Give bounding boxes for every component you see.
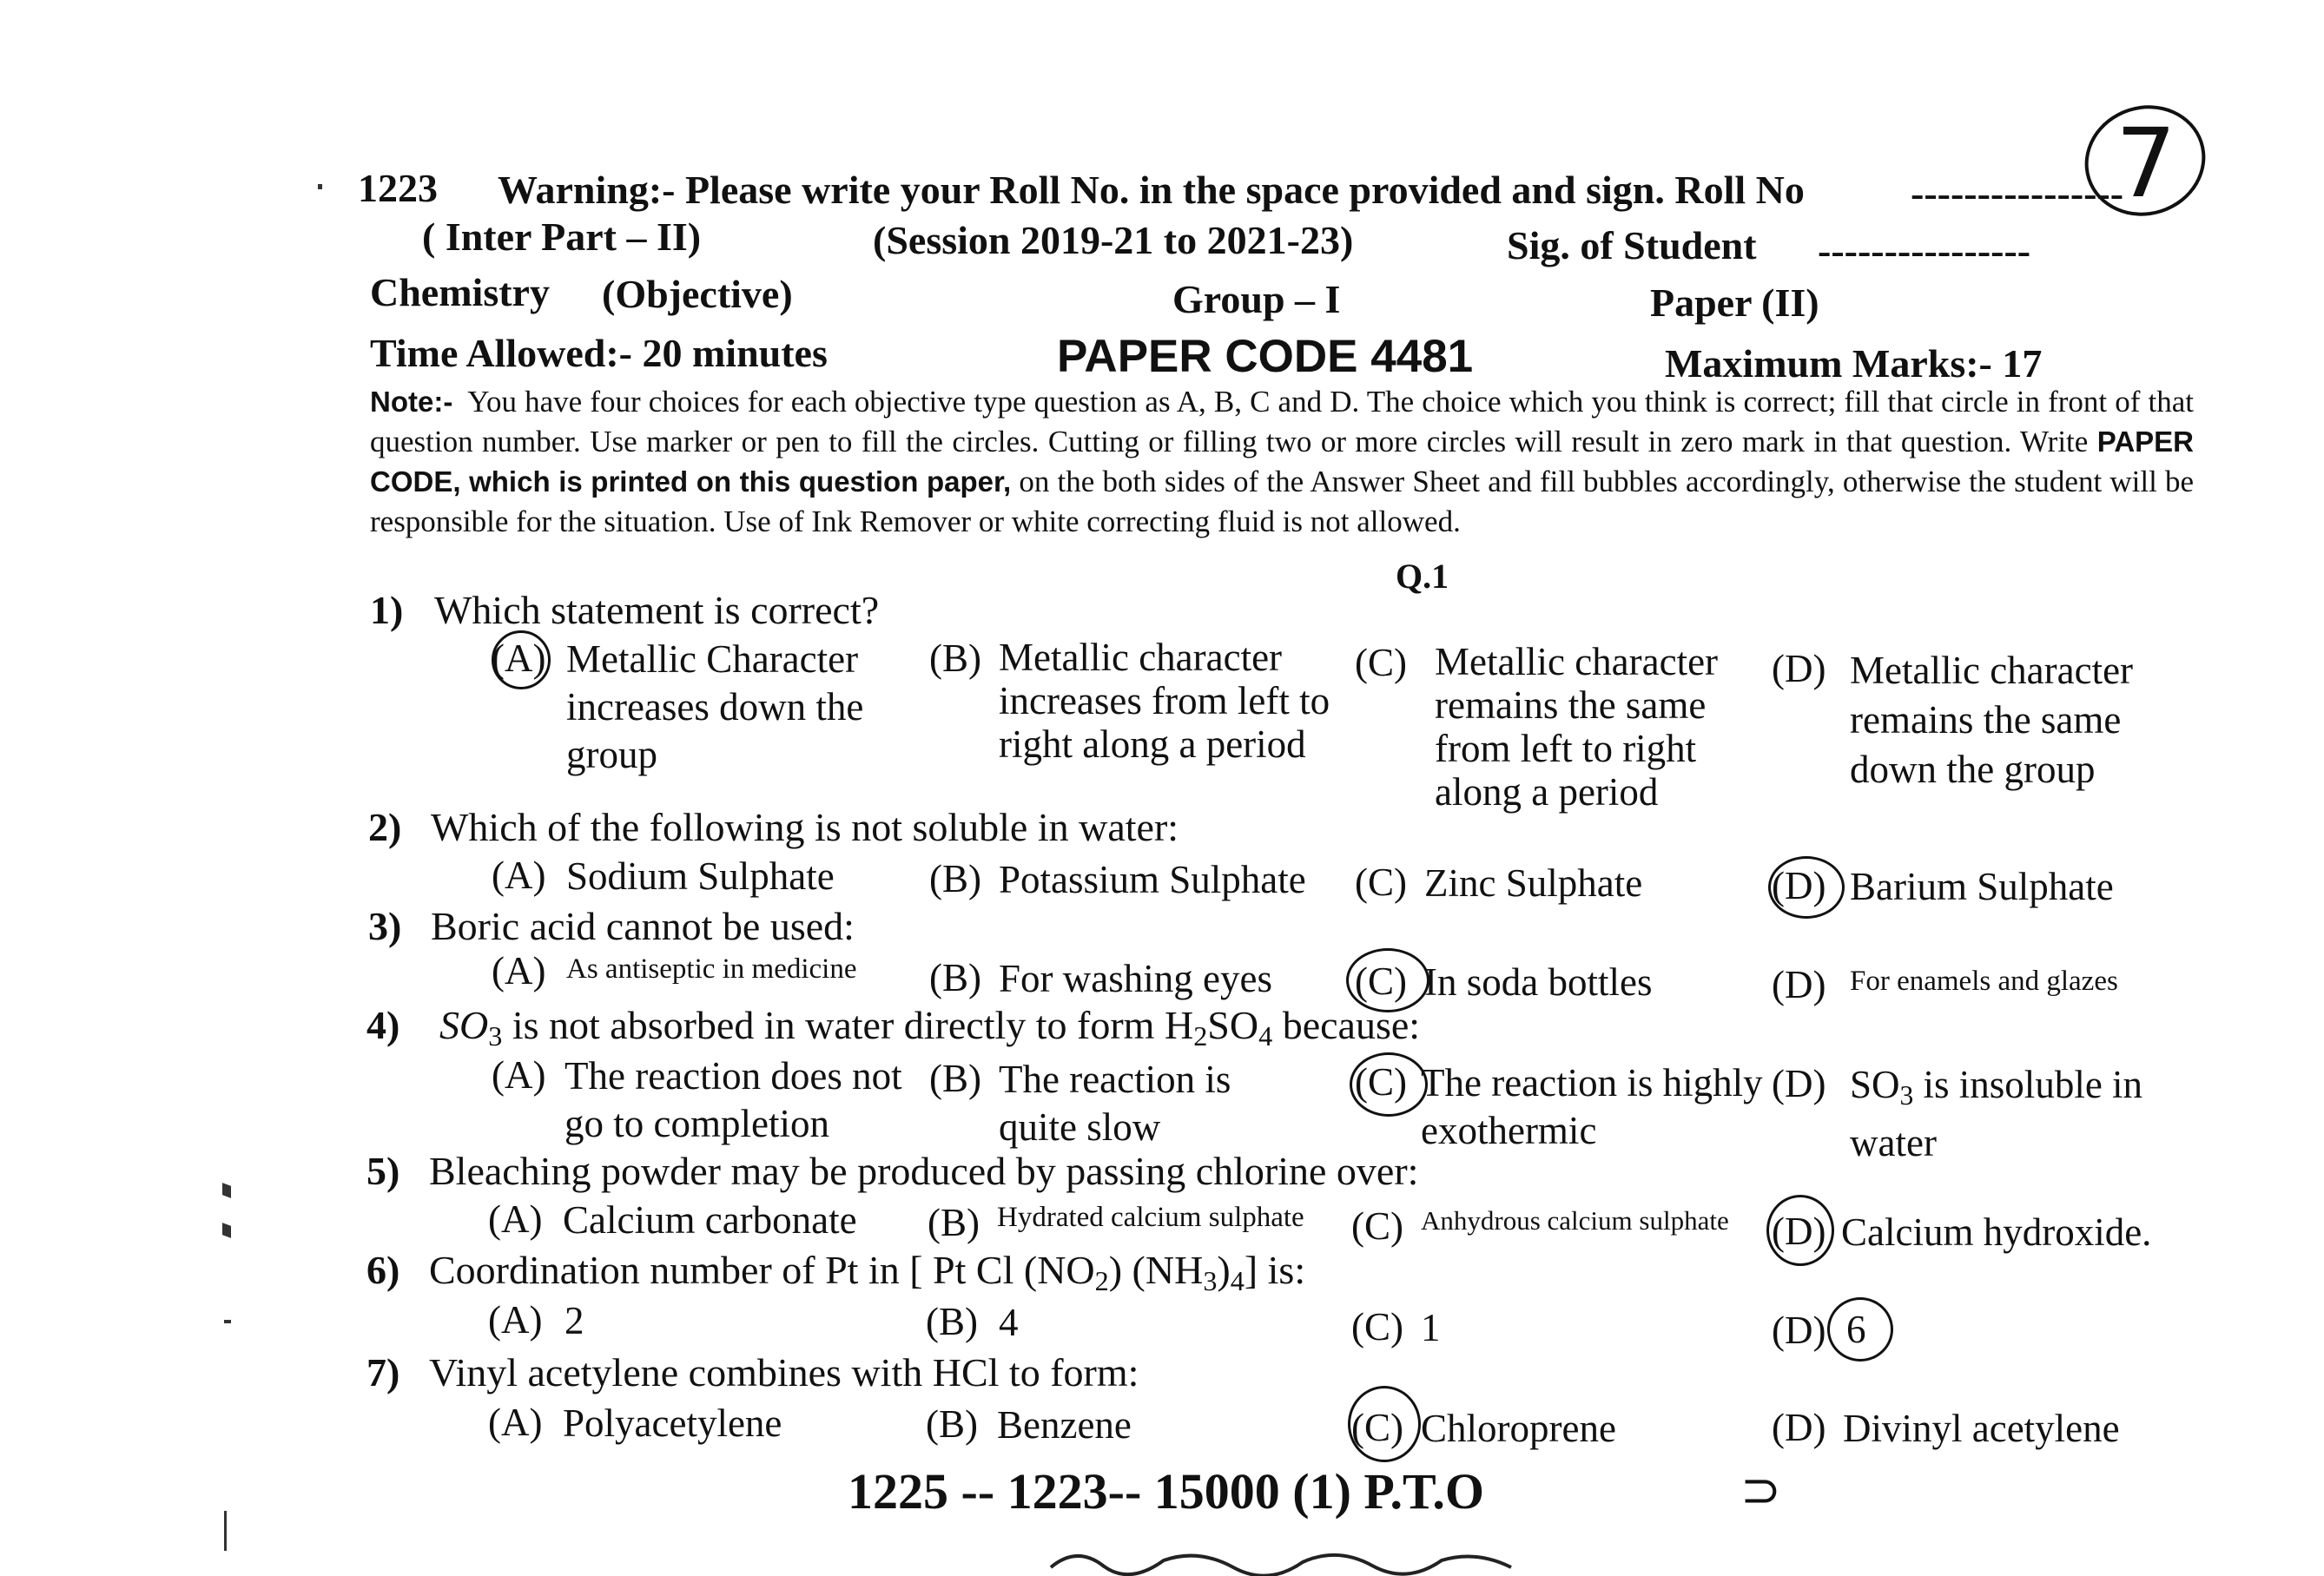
- option-label: (C): [1355, 959, 1407, 1003]
- note-label: Note:-: [370, 386, 453, 418]
- option-text: Sodium Sulphate: [566, 854, 835, 898]
- option-text: Barium Sulphate: [1850, 865, 2114, 908]
- question-number: 7): [366, 1350, 400, 1395]
- option-text: Calcium hydroxide.: [1841, 1210, 2152, 1254]
- option-label: (D): [1772, 963, 1826, 1006]
- option-text: In soda bottles: [1424, 960, 1653, 1004]
- option-text: The reaction is quite slow: [999, 1058, 1231, 1149]
- option-label: (D): [1772, 1309, 1826, 1352]
- group-label: Group – I: [1172, 277, 1341, 321]
- answer-circle: [1350, 1052, 1428, 1117]
- question-number: 6): [366, 1248, 400, 1292]
- option-label: (D): [1772, 1062, 1826, 1105]
- option-text: Metallic character remains the same from left to right along a period: [1435, 640, 1719, 814]
- option-label: (C): [1355, 641, 1407, 684]
- handwritten-marks: 7: [2116, 108, 2176, 219]
- signature-label: Sig. of Student: [1507, 223, 1757, 267]
- option-label: (A): [488, 1298, 543, 1342]
- option-label: (D): [1772, 647, 1826, 690]
- subject-label: Chemistry: [370, 270, 550, 314]
- option-label: (C): [1351, 1406, 1403, 1449]
- question-text: $SO_3$ is not absorbed in water directly to form $H_2SO_4$ because:: [439, 1003, 1421, 1052]
- option-label: (B): [926, 1402, 978, 1446]
- question-text: Bleaching powder may be produced by passing chlorine over:: [429, 1149, 1419, 1193]
- option-text: Calcium carbonate: [563, 1198, 857, 1242]
- option-label: (B): [928, 1201, 980, 1244]
- handwritten-mark-circle: [2084, 106, 2206, 219]
- option-text: Metallic character remains the same down the group: [1850, 649, 2134, 791]
- question-text: Coordination number of Pt in [ Pt Cl $(NO_2)$ $(NH_3)_4$] is:: [429, 1248, 1306, 1297]
- scan-speck: [224, 1320, 231, 1323]
- question-text: Which of the following is not soluble in water:: [431, 805, 1179, 849]
- option-label: (C): [1351, 1204, 1403, 1248]
- option-text: The reaction does not go to completion: [564, 1054, 902, 1145]
- paper-number-label: Paper (II): [1650, 280, 1819, 325]
- answer-circle: [492, 630, 551, 689]
- question-text: Boric acid cannot be used:: [431, 904, 855, 948]
- answer-circle: [1768, 856, 1845, 919]
- option-text: 4: [999, 1301, 1019, 1344]
- footer-arrow: ⊃: [1740, 1464, 1781, 1518]
- option-text: Hydrated calcium sulphate: [997, 1202, 1304, 1233]
- option-text: The reaction is highly exothermic: [1421, 1061, 1763, 1152]
- option-label: (A): [492, 949, 546, 992]
- question-number: 5): [366, 1149, 400, 1193]
- question-number: 4): [366, 1003, 400, 1047]
- option-label: (A): [492, 1053, 546, 1097]
- paper-code: PAPER CODE 4481: [1057, 331, 1474, 382]
- question-number: 1): [370, 588, 404, 632]
- instructions-note: [370, 382, 2194, 542]
- note-text-part2: on the both sides of the Answer Sheet and fill bubbles accordingly, otherwise the student will be responsible for the situation. Use of Ink Remover or white correcting fluid is not allowed.: [370, 465, 2195, 538]
- question-text: Which statement is correct?: [434, 588, 880, 632]
- option-text: Polyacetylene: [563, 1401, 782, 1445]
- option-label: (D): [1772, 1210, 1826, 1253]
- option-label: (C): [1355, 861, 1407, 904]
- option-text: Anhydrous calcium sulphate: [1421, 1205, 1729, 1236]
- option-label: (A): [492, 854, 546, 897]
- option-label: (B): [926, 1300, 978, 1343]
- option-label: (B): [929, 857, 981, 900]
- option-text: Chloroprene: [1421, 1407, 1616, 1450]
- maximum-marks: Maximum Marks:- 17: [1665, 341, 2043, 386]
- question-label: Q.1: [1396, 557, 1449, 596]
- paper-serial: 1223: [358, 166, 438, 210]
- option-label: (B): [929, 1057, 981, 1100]
- option-text: Metallic character increases from left to right along a period: [999, 636, 1330, 766]
- question-number: 2): [368, 805, 402, 849]
- footer-code: 1225 -- 1223-- 15000 (1) P.T.O: [848, 1463, 1484, 1520]
- answer-circle: [1766, 1195, 1834, 1266]
- option-label: (C): [1355, 1060, 1407, 1104]
- option-label: (B): [929, 956, 981, 999]
- option-text: Potassium Sulphate: [999, 858, 1306, 901]
- time-allowed: Time Allowed:- 20 minutes: [370, 331, 828, 375]
- option-text: Benzene: [997, 1403, 1132, 1447]
- option-text: For washing eyes: [999, 957, 1272, 1000]
- option-text: 1: [1421, 1306, 1441, 1349]
- scan-speck: [222, 1223, 231, 1238]
- option-text: Zinc Sulphate: [1424, 861, 1643, 905]
- warning-text: Warning:- Please write your Roll No. in the space provided and sign. Roll No: [498, 168, 1805, 212]
- roll-number-blank: ----------------: [1911, 171, 2124, 215]
- signature-blank: ----------------: [1818, 228, 2031, 273]
- option-text: Metallic Character increases down the group: [566, 637, 864, 776]
- option-text: 2: [564, 1299, 584, 1342]
- option-label: (B): [929, 636, 981, 680]
- option-text: $SO_3$ is insoluble in water: [1850, 1063, 2143, 1164]
- question-number: 3): [368, 904, 402, 948]
- session-label: (Session 2019-21 to 2021-23): [873, 218, 1354, 262]
- scan-speck: [224, 1511, 227, 1551]
- question-text: Vinyl acetylene combines with HCl to form:: [429, 1350, 1139, 1395]
- option-text: As antiseptic in medicine: [566, 953, 857, 985]
- option-text: Divinyl acetylene: [1843, 1407, 2120, 1450]
- option-text: For enamels and glazes: [1850, 966, 2118, 997]
- option-text: 6: [1846, 1308, 1866, 1351]
- option-label: (A): [492, 636, 546, 680]
- scan-speck: [318, 184, 322, 189]
- option-label: (C): [1351, 1305, 1403, 1349]
- note-bold-text: PAPER CODE, which is printed on this question paper,: [370, 425, 2195, 498]
- option-label: (A): [488, 1197, 543, 1241]
- answer-circle: [1348, 1386, 1421, 1462]
- scan-speck: [222, 1183, 231, 1198]
- note-text-part1: You have four choices for each objective type question as A, B, C and D. The choice which you think is correct; fill that circle in front of that question number. Use marker or pen to fill the circles. Cutting or filling two or more circles will result in zero mark in that question. Write: [370, 385, 2195, 458]
- urdu-text-scribble: [1042, 1541, 1528, 1576]
- option-label: (D): [1772, 1406, 1826, 1449]
- paper-type-label: (Objective): [602, 272, 793, 316]
- option-label: (A): [488, 1401, 543, 1444]
- option-label: (D): [1772, 864, 1826, 907]
- part-label: ( Inter Part – II): [422, 214, 702, 259]
